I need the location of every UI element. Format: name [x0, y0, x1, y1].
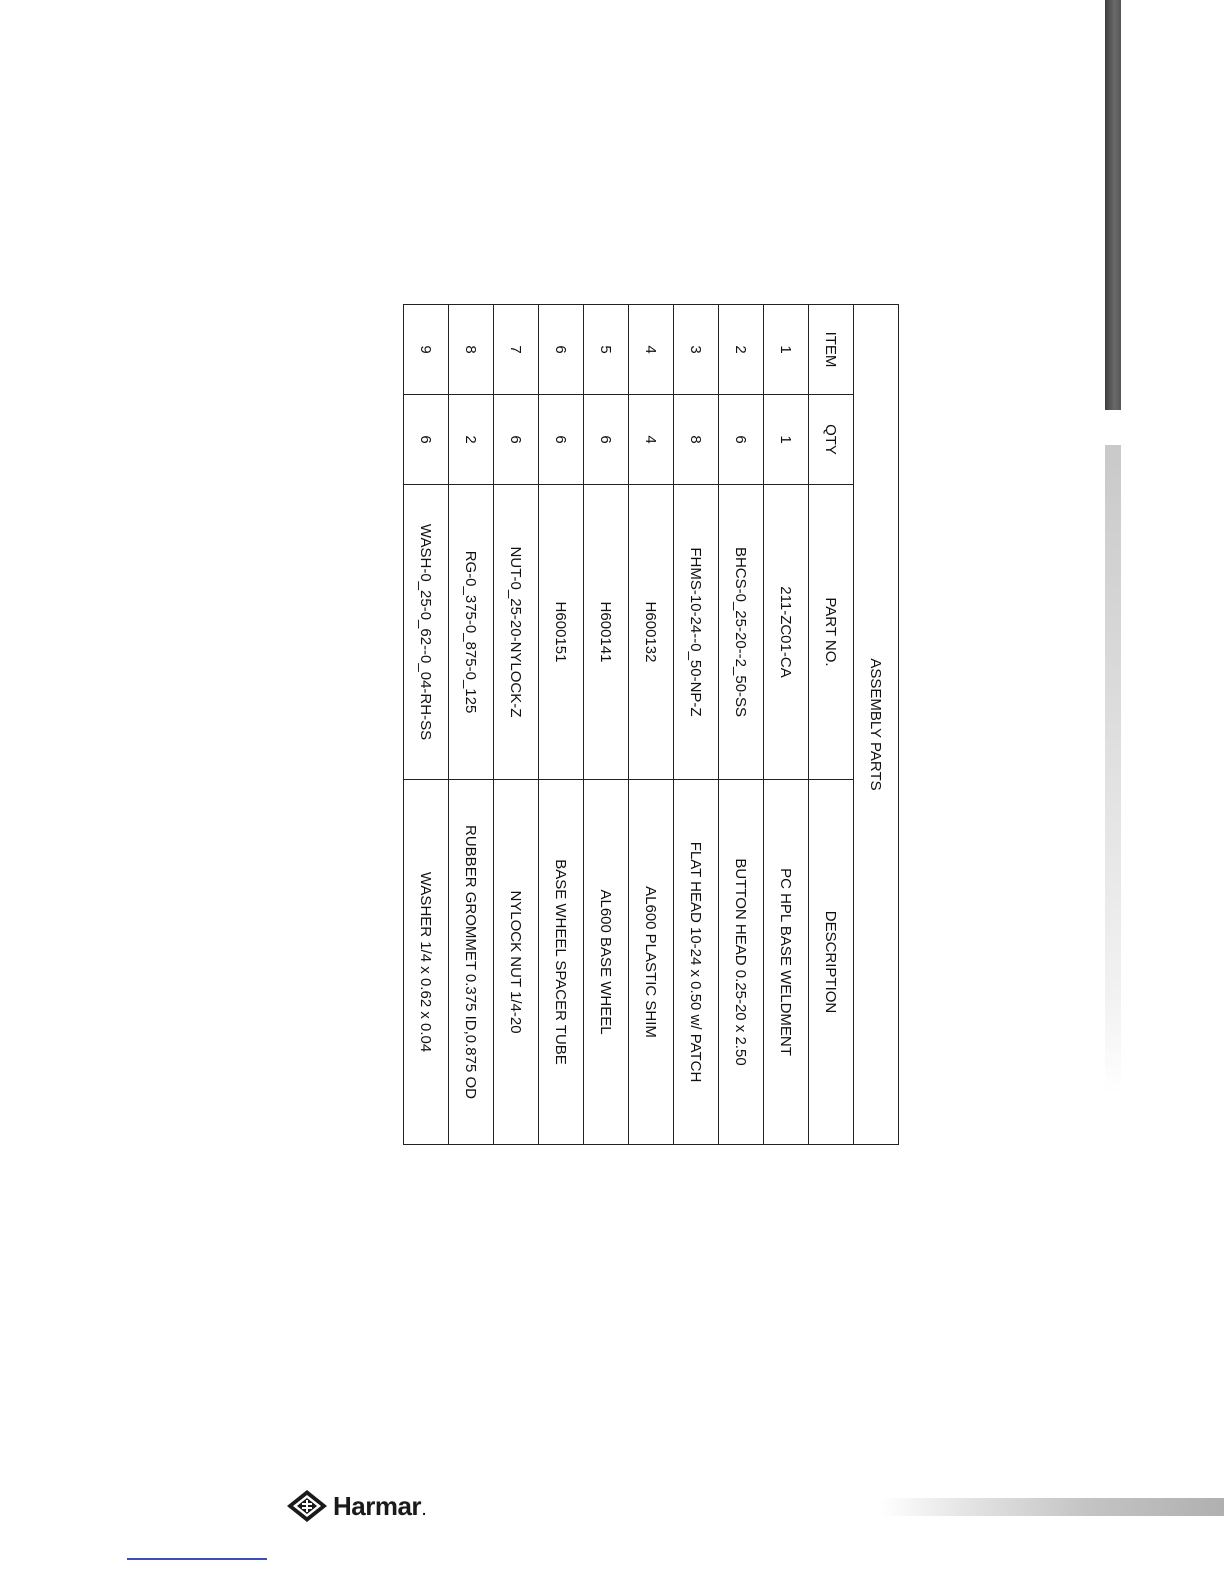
- header-item: ITEM: [809, 305, 854, 395]
- cell-description: WASHER 1/4 x 0.62 x 0.04: [404, 780, 449, 1145]
- harmar-logo-icon: [285, 1488, 329, 1524]
- table-title: ASSEMBLY PARTS: [854, 305, 899, 1145]
- cell-description: FLAT HEAD 10-24 x 0.50 w/ PATCH: [674, 780, 719, 1145]
- cell-qty: 6: [494, 395, 539, 485]
- table-row: [584, 305, 629, 1145]
- cell-part-no: FHMS-10-24--0_50-NP-Z: [674, 485, 719, 780]
- cell-qty: 2: [449, 395, 494, 485]
- footer-gradient-bar: [880, 1498, 1224, 1516]
- cell-description: AL600 BASE WHEEL: [584, 780, 629, 1145]
- table-row: [764, 305, 809, 1145]
- cell-item: 4: [629, 305, 674, 395]
- assembly-parts-table: [403, 304, 899, 1145]
- cell-item: 5: [584, 305, 629, 395]
- cell-description: NYLOCK NUT 1/4-20: [494, 780, 539, 1145]
- cell-qty: 6: [584, 395, 629, 485]
- cell-part-no: NUT-0_25-20-NYLOCK-Z: [494, 485, 539, 780]
- cell-description: RUBBER GROMMET 0.375 ID,0.875 OD: [449, 780, 494, 1145]
- table-row: [404, 305, 449, 1145]
- logo-dot: .: [422, 1502, 426, 1518]
- cell-item: 7: [494, 305, 539, 395]
- cell-description: AL600 PLASTIC SHIM: [629, 780, 674, 1145]
- table-row: [494, 305, 539, 1145]
- cell-part-no: BHCS-0_25-20--2_50-SS: [719, 485, 764, 780]
- harmar-logo: [285, 1488, 426, 1524]
- cell-part-no: H600151: [539, 485, 584, 780]
- cell-item: 2: [719, 305, 764, 395]
- cell-part-no: H600141: [584, 485, 629, 780]
- cell-description: BASE WHEEL SPACER TUBE: [539, 780, 584, 1145]
- header-part-no: PART NO.: [809, 485, 854, 780]
- cell-description: BUTTON HEAD 0.25-20 x 2.50: [719, 780, 764, 1145]
- table-header-row: [809, 305, 854, 1145]
- cell-part-no: WASH-0_25-0_62--0_04-RH-SS: [404, 485, 449, 780]
- cell-item: 1: [764, 305, 809, 395]
- table-row: [539, 305, 584, 1145]
- cell-description: PC HPL BASE WELDMENT: [764, 780, 809, 1145]
- assembly-parts-table-region: [403, 304, 899, 1144]
- logo-text: Harmar: [333, 1490, 422, 1521]
- cell-item: 9: [404, 305, 449, 395]
- table-title-row: [854, 305, 899, 1145]
- footer-line: [127, 1558, 267, 1560]
- cell-part-no: RG-0_375-0_875-0_125: [449, 485, 494, 780]
- cell-item: 3: [674, 305, 719, 395]
- cell-qty: 6: [539, 395, 584, 485]
- edge-bar-dark: [1105, 0, 1121, 410]
- cell-qty: 6: [719, 395, 764, 485]
- cell-item: 6: [539, 305, 584, 395]
- table-row: [719, 305, 764, 1145]
- edge-bar-light: [1105, 445, 1121, 1095]
- table-row: [674, 305, 719, 1145]
- cell-item: 8: [449, 305, 494, 395]
- header-description: DESCRIPTION: [809, 780, 854, 1145]
- header-qty: QTY: [809, 395, 854, 485]
- cell-qty: 4: [629, 395, 674, 485]
- cell-part-no: 211-ZC01-CA: [764, 485, 809, 780]
- table-row: [629, 305, 674, 1145]
- cell-qty: 8: [674, 395, 719, 485]
- cell-qty: 1: [764, 395, 809, 485]
- cell-part-no: H600132: [629, 485, 674, 780]
- cell-qty: 6: [404, 395, 449, 485]
- table-row: [449, 305, 494, 1145]
